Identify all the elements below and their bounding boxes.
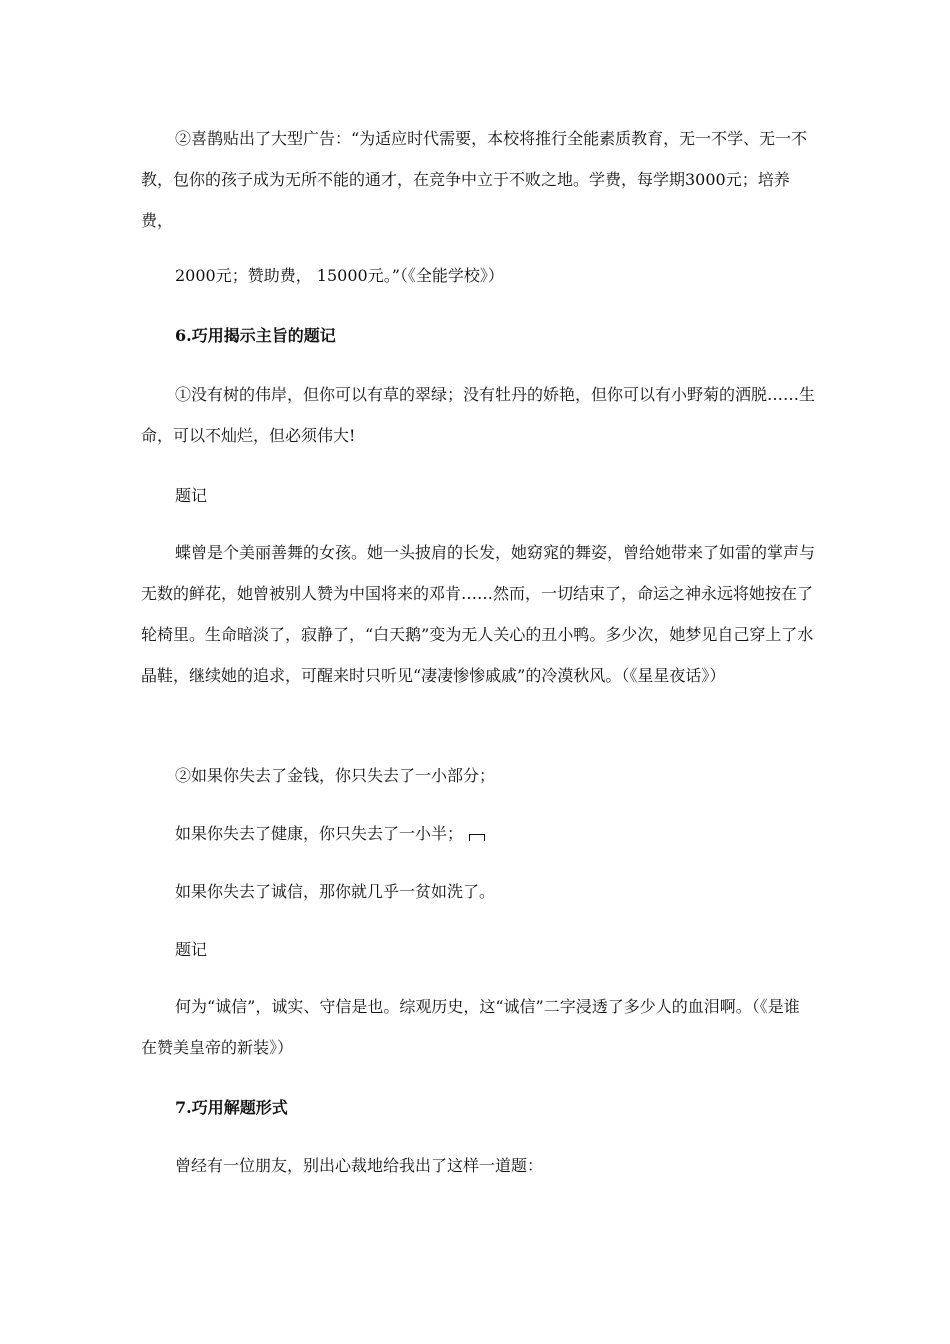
section6-item1-label: 题记 (175, 486, 208, 505)
section5-item2-continuation: 2000元；赞助费， 15000元。”（《全能学校》） (175, 266, 504, 285)
section6-item1-intro: ①没有树的伟岸，但你可以有草的翠绿；没有牡丹的娇艳，但你可以有小野菊的洒脱……生命，可以不灿烂，但必须伟大! (141, 385, 816, 445)
section6-item1-body: 蝶曾是个美丽善舞的女孩。她一头披肩的长发，她窈窕的舞姿，曾给她带来了如雷的掌声与无数的鲜花，她曾被别人赞为中国将来的邓肯……然而，一切结束了，命运之神永远将她按在了轮椅里。生命暗淡了，寂静了，“白天鹅”变为无人关心的丑小鸭。多少次，她梦见自己穿上了水晶鞋，继续她的追求，可醒来时只听见“凄凄惨惨戚戚”的冷漠秋风。（《星星夜话》） (141, 543, 816, 685)
text-cursor-icon (469, 834, 485, 841)
section5-item2-paragraph: ②喜鹊贴出了大型广告：“为适应时代需要，本校将推行全能素质教育，无一不学、无一不教，包你的孩子成为无所不能的通才，在竞争中立于不败之地。学费，每学期3000元；培养费， (141, 129, 808, 230)
section6-item2-body: 何为“诚信”，诚实、守信是也。综观历史，这“诚信”二字浸透了多少人的血泪啊。（《是谁在赞美皇帝的新装》） (141, 997, 800, 1057)
section6-item2-line3: 如果你失去了诚信，那你就几乎一贫如洗了。 (175, 882, 496, 901)
section6-item2-line1: ②如果你失去了金钱，你只失去了一小部分； (175, 766, 496, 785)
section6-item2-line2: 如果你失去了健康，你只失去了一小半； (175, 824, 464, 843)
section7-intro: 曾经有一位朋友，别出心裁地给我出了这样一道题： (175, 1156, 544, 1175)
section6-item2-label: 题记 (175, 940, 208, 959)
section7-heading: 7.巧用解题形式 (175, 1098, 288, 1117)
section6-heading: 6.巧用揭示主旨的题记 (175, 326, 336, 345)
section6-item2-line2-wrap (175, 822, 485, 846)
